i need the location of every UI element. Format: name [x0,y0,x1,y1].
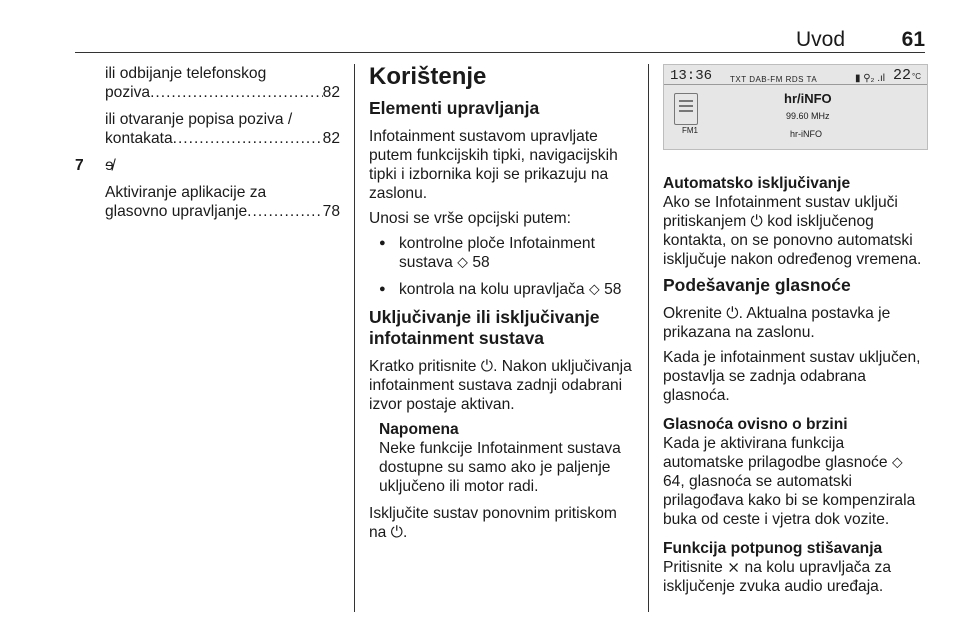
page-header [75,28,925,52]
frequency: 99.60 MHz [786,111,830,121]
paragraph: Pritisnite ⨯ na kolu upravljača za isključenje zvuka audio uređaja. [663,559,892,595]
toc-leader [173,129,323,148]
temperature-unit: °C [912,72,921,81]
note-text: Neke funkcije Infotainment sustava dostupne su samo ako je paljenje uključeno ili motor radi. [379,440,621,495]
heading-auto-off: Automatsko isključivanje [663,175,851,192]
toc-page-ref: 78 [322,203,340,220]
paragraph: Unosi se vrše opcijski putem: [369,210,571,227]
column-2 [369,64,634,548]
toc-text: ili otvaranje popisa poziva / [105,111,293,128]
radio-tags: TXT DAB-FM RDS TA [730,75,818,84]
toc-entry [75,156,340,221]
voice-control-icon: ɘ̸ [105,157,114,174]
paragraph: Isključite sustav ponovnim pritiskom na ⏻. [369,505,617,541]
paragraph: Kratko pritisnite ⏻. Nakon uključivanja infotainment sustava zadnji odabrani izvor postaje aktivan. [369,358,632,413]
toc-entry [75,64,340,102]
toc-page-ref: 82 [322,84,340,101]
heading-mute: Funkcija potpunog stišavanja [663,540,883,557]
paragraph: Infotainment sustavom upravljate putem funkcijskih tipki, navigacijskih tipki i izbornika koji se prikazuju na zaslonu. [369,128,618,202]
toc-text: Aktiviranje aplikacije za [105,184,267,201]
display-status-bar [664,65,927,85]
toc-line [105,202,340,221]
page-number: 61 [901,28,925,51]
list-item-text: kontrolne ploče Infotainment sustava [399,235,595,271]
heading-on-off: Uključivanje ili isključivanje infotainment sustava [369,307,600,348]
infotainment-display-image [663,64,928,150]
toc-number: 7 [75,157,84,174]
toc-text: ili odbijanje telefonskog [105,65,267,82]
toc-leader [247,202,322,221]
toc-leader [150,83,323,102]
band-label: FM1 [682,126,698,135]
header-rule [75,52,925,53]
column-divider-1 [354,64,355,612]
column-1 [75,64,340,229]
page-title: Korištenje [369,63,487,90]
paragraph: Kada je infotainment sustav uključen, postavlja se zadnja odabrana glasnoća. [663,349,921,404]
heading-controls: Elementi upravljanja [369,98,540,118]
column-divider-2 [648,64,649,612]
cross-reference: ⬦ 58 [588,281,622,298]
clock-readout: 13:36 [670,68,713,84]
station-name: hr/iNFO [784,91,832,106]
toc-line [105,129,340,148]
radio-text: hr-iNFO [790,129,822,139]
toc-text: glasovno upravljanje [105,203,248,220]
toc-text: poziva [105,84,151,101]
temperature-readout: 22 [892,67,911,84]
paragraph: Kada je aktivirana funkcija automatske prilagodbe glasnoće ⬦ 64, glasnoća se automatski prilagođava kako bi se kompenzirala buka od ceste i vjetra dok vozite. [663,435,916,528]
status-icons: ▮ ⚲₂ .ıl [854,73,885,84]
toc-line [105,83,340,102]
heading-volume: Podešavanje glasnoće [663,275,851,295]
note-title: Napomena [379,421,459,438]
toc-entry [75,110,340,148]
column-3 [663,64,928,602]
list-item [369,280,634,299]
section-title: Uvod [795,28,845,51]
paragraph: Ako se Infotainment sustav uključi pritiskanjem ⏻ kod isključenog kontakta, on se ponovno automatski isključuje nakon određenog vremena. [663,194,922,268]
note-box [369,420,634,496]
toc-text: kontakata [105,130,173,147]
paragraph: Okrenite ⏻. Aktualna postavka je prikazana na zaslonu. [663,305,891,341]
list-item [369,234,634,272]
list-item-text: kontrola na kolu upravljača [399,281,585,298]
cross-reference: ⬦ 58 [457,254,490,271]
heading-speed-volume: Glasnoća ovisno o brzini [663,416,848,433]
toc-page-ref: 82 [322,130,340,147]
